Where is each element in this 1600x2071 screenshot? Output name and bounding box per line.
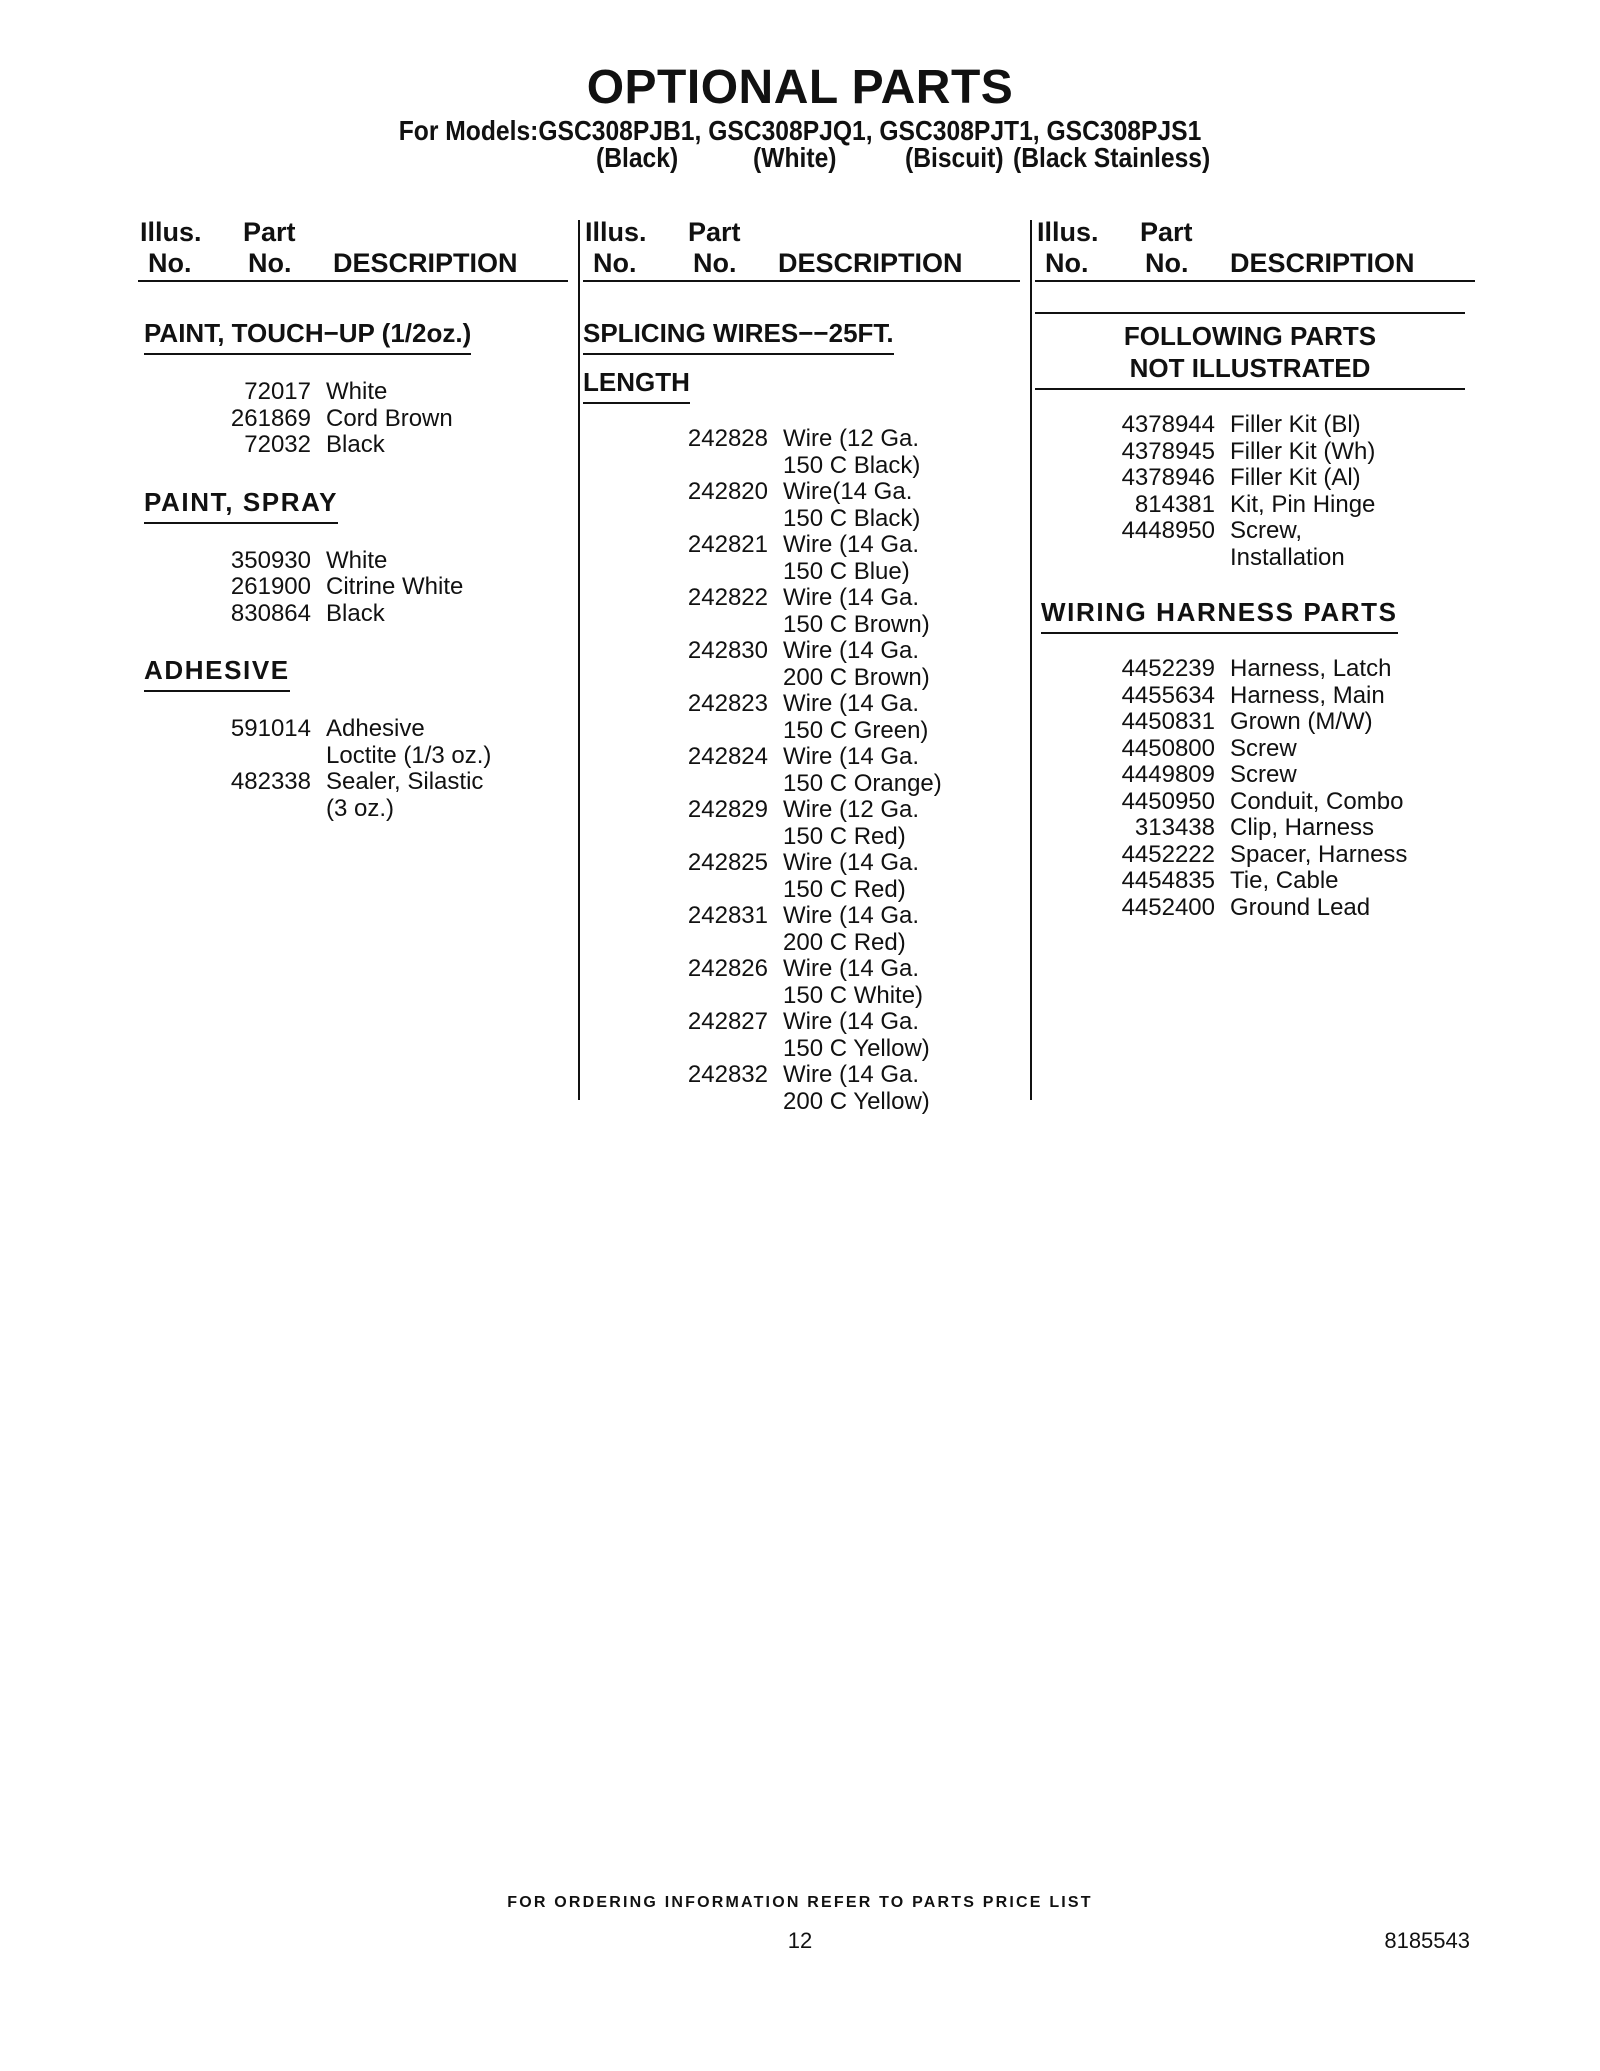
list-item: 4452222 Spacer, Harness	[1121, 840, 1408, 868]
list-item: 4452400 Ground Lead	[1121, 893, 1371, 921]
list-item: 242827 Wire (14 Ga.	[687, 1008, 920, 1035]
list-item: 242826 Wire (14 Ga.	[687, 955, 920, 982]
header-part: Part	[688, 217, 741, 247]
color-biscuit: (Biscuit)	[905, 142, 1004, 173]
list-item: 4448950 Screw,	[1121, 517, 1303, 544]
not-illustrated-heading: FOLLOWING PARTS NOT ILLUSTRATED	[1035, 312, 1465, 390]
column-header	[138, 212, 568, 280]
list-item: 350930 White	[230, 546, 388, 574]
parts-list	[138, 716, 568, 822]
parts-list	[1035, 656, 1475, 921]
color-black: (Black)	[596, 142, 679, 173]
list-item: 150 C White)	[783, 981, 924, 1009]
list-item: 482338 Sealer, Silastic	[230, 768, 484, 795]
parts-column-1	[138, 212, 568, 822]
header-rule	[1035, 280, 1475, 282]
list-item: 200 C Yellow)	[783, 1087, 930, 1115]
parts-list	[138, 548, 568, 628]
section-title: ADHESIVE	[144, 655, 562, 692]
list-item: 242822 Wire (14 Ga.	[687, 584, 920, 611]
list-item: 4454835 Tie, Cable	[1121, 867, 1339, 894]
header-illus-no: No.	[1045, 248, 1089, 278]
parts-list	[1035, 412, 1475, 571]
parts-list	[583, 426, 1020, 1115]
list-item: (3 oz.)	[326, 794, 395, 822]
color-black-stainless: (Black Stainless)	[1013, 142, 1211, 173]
list-item: 200 C Red)	[783, 928, 906, 956]
list-item: 814381 Kit, Pin Hinge	[1134, 490, 1376, 518]
model-colors	[0, 142, 1600, 176]
list-item: 150 C Green)	[783, 716, 929, 744]
section-title: PAINT, TOUCH−UP (1/2oz.)	[144, 318, 562, 355]
section-title: SPLICING WIRES−−25FT.	[583, 318, 1014, 355]
list-item: Loctite (1/3 oz.)	[326, 741, 492, 769]
column-header	[1035, 212, 1475, 280]
ordering-note: FOR ORDERING INFORMATION REFER TO PARTS PRICE LIST	[507, 1894, 1093, 1911]
list-item: 4450831 Grown (M/W)	[1121, 708, 1373, 735]
parts-list	[138, 379, 568, 459]
list-item: 4455634 Harness, Main	[1121, 681, 1385, 709]
list-item: 72017 White	[244, 378, 388, 405]
header-part: Part	[243, 217, 296, 247]
list-item: 150 C Blue)	[783, 557, 910, 585]
list-item: 242825 Wire (14 Ga.	[687, 849, 920, 876]
list-item: 313438 Clip, Harness	[1134, 814, 1375, 841]
list-item: 242824 Wire (14 Ga.	[687, 743, 920, 770]
header-part-no: No.	[693, 248, 737, 278]
list-item: 150 C Yellow)	[783, 1034, 930, 1062]
section-title: LENGTH	[583, 367, 1014, 404]
parts-column-3	[1035, 212, 1475, 921]
header-illus-no: No.	[593, 248, 637, 278]
header-illus: Illus.	[1037, 217, 1099, 247]
list-item: 4378944 Filler Kit (Bl)	[1121, 411, 1361, 438]
header-description: DESCRIPTION	[333, 248, 518, 278]
list-item: 261900 Citrine White	[230, 573, 464, 600]
column-divider	[578, 220, 580, 1100]
list-item: 150 C Orange)	[783, 769, 942, 797]
list-item: 242831 Wire (14 Ga.	[687, 902, 920, 929]
list-item: 242829 Wire (12 Ga.	[687, 796, 920, 823]
page-header	[0, 62, 1600, 148]
list-item: 200 C Brown)	[783, 663, 930, 691]
header-illus: Illus.	[140, 217, 202, 247]
list-item: Installation	[1230, 543, 1345, 571]
list-item: 72032 Black	[244, 431, 385, 458]
list-item: 150 C Red)	[783, 875, 906, 903]
header-rule	[583, 280, 1020, 282]
list-item: 4450800 Screw	[1121, 734, 1297, 762]
header-description: DESCRIPTION	[778, 248, 963, 278]
list-item: 242830 Wire (14 Ga.	[687, 637, 920, 664]
list-item: 591014 Adhesive	[230, 715, 425, 742]
list-item: 4378945 Filler Kit (Wh)	[1121, 437, 1376, 465]
section-title: WIRING HARNESS PARTS	[1041, 597, 1469, 634]
color-white: (White)	[753, 142, 837, 173]
list-item: 830864 Black	[230, 599, 385, 627]
list-item: 4450950 Conduit, Combo	[1121, 787, 1404, 815]
list-item: 4378946 Filler Kit (Al)	[1121, 464, 1361, 491]
list-item: 150 C Red)	[783, 822, 906, 850]
column-header	[583, 212, 1020, 280]
parts-column-2	[583, 212, 1020, 1115]
list-item: 242820 Wire(14 Ga.	[687, 478, 913, 505]
header-rule	[138, 280, 568, 282]
list-item: 242823 Wire (14 Ga.	[687, 690, 920, 717]
models-subtitle: For Models:GSC308PJB1, GSC308PJQ1, GSC308PJT1, GSC308PJS1	[398, 115, 1202, 146]
list-item: 242821 Wire (14 Ga.	[687, 531, 920, 558]
header-description: DESCRIPTION	[1230, 248, 1415, 278]
list-item: 261869 Cord Brown	[230, 404, 453, 432]
header-illus: Illus.	[585, 217, 647, 247]
list-item: 150 C Black)	[783, 504, 921, 532]
list-item: 4449809 Screw	[1121, 761, 1297, 788]
header-part-no: No.	[1145, 248, 1189, 278]
column-divider	[1030, 220, 1032, 1100]
page-number: 12	[787, 1928, 813, 1953]
section-title: PAINT, SPRAY	[144, 487, 562, 524]
list-item: 242832 Wire (14 Ga.	[687, 1061, 920, 1088]
header-part: Part	[1140, 217, 1193, 247]
list-item: 242828 Wire (12 Ga.	[687, 425, 920, 452]
document-number: 8185543	[1384, 1928, 1470, 1953]
page-title: OPTIONAL PARTS	[586, 61, 1014, 114]
header-part-no: No.	[248, 248, 292, 278]
list-item: 4452239 Harness, Latch	[1121, 655, 1392, 682]
header-illus-no: No.	[148, 248, 192, 278]
list-item: 150 C Black)	[783, 451, 921, 479]
list-item: 150 C Brown)	[783, 610, 930, 638]
